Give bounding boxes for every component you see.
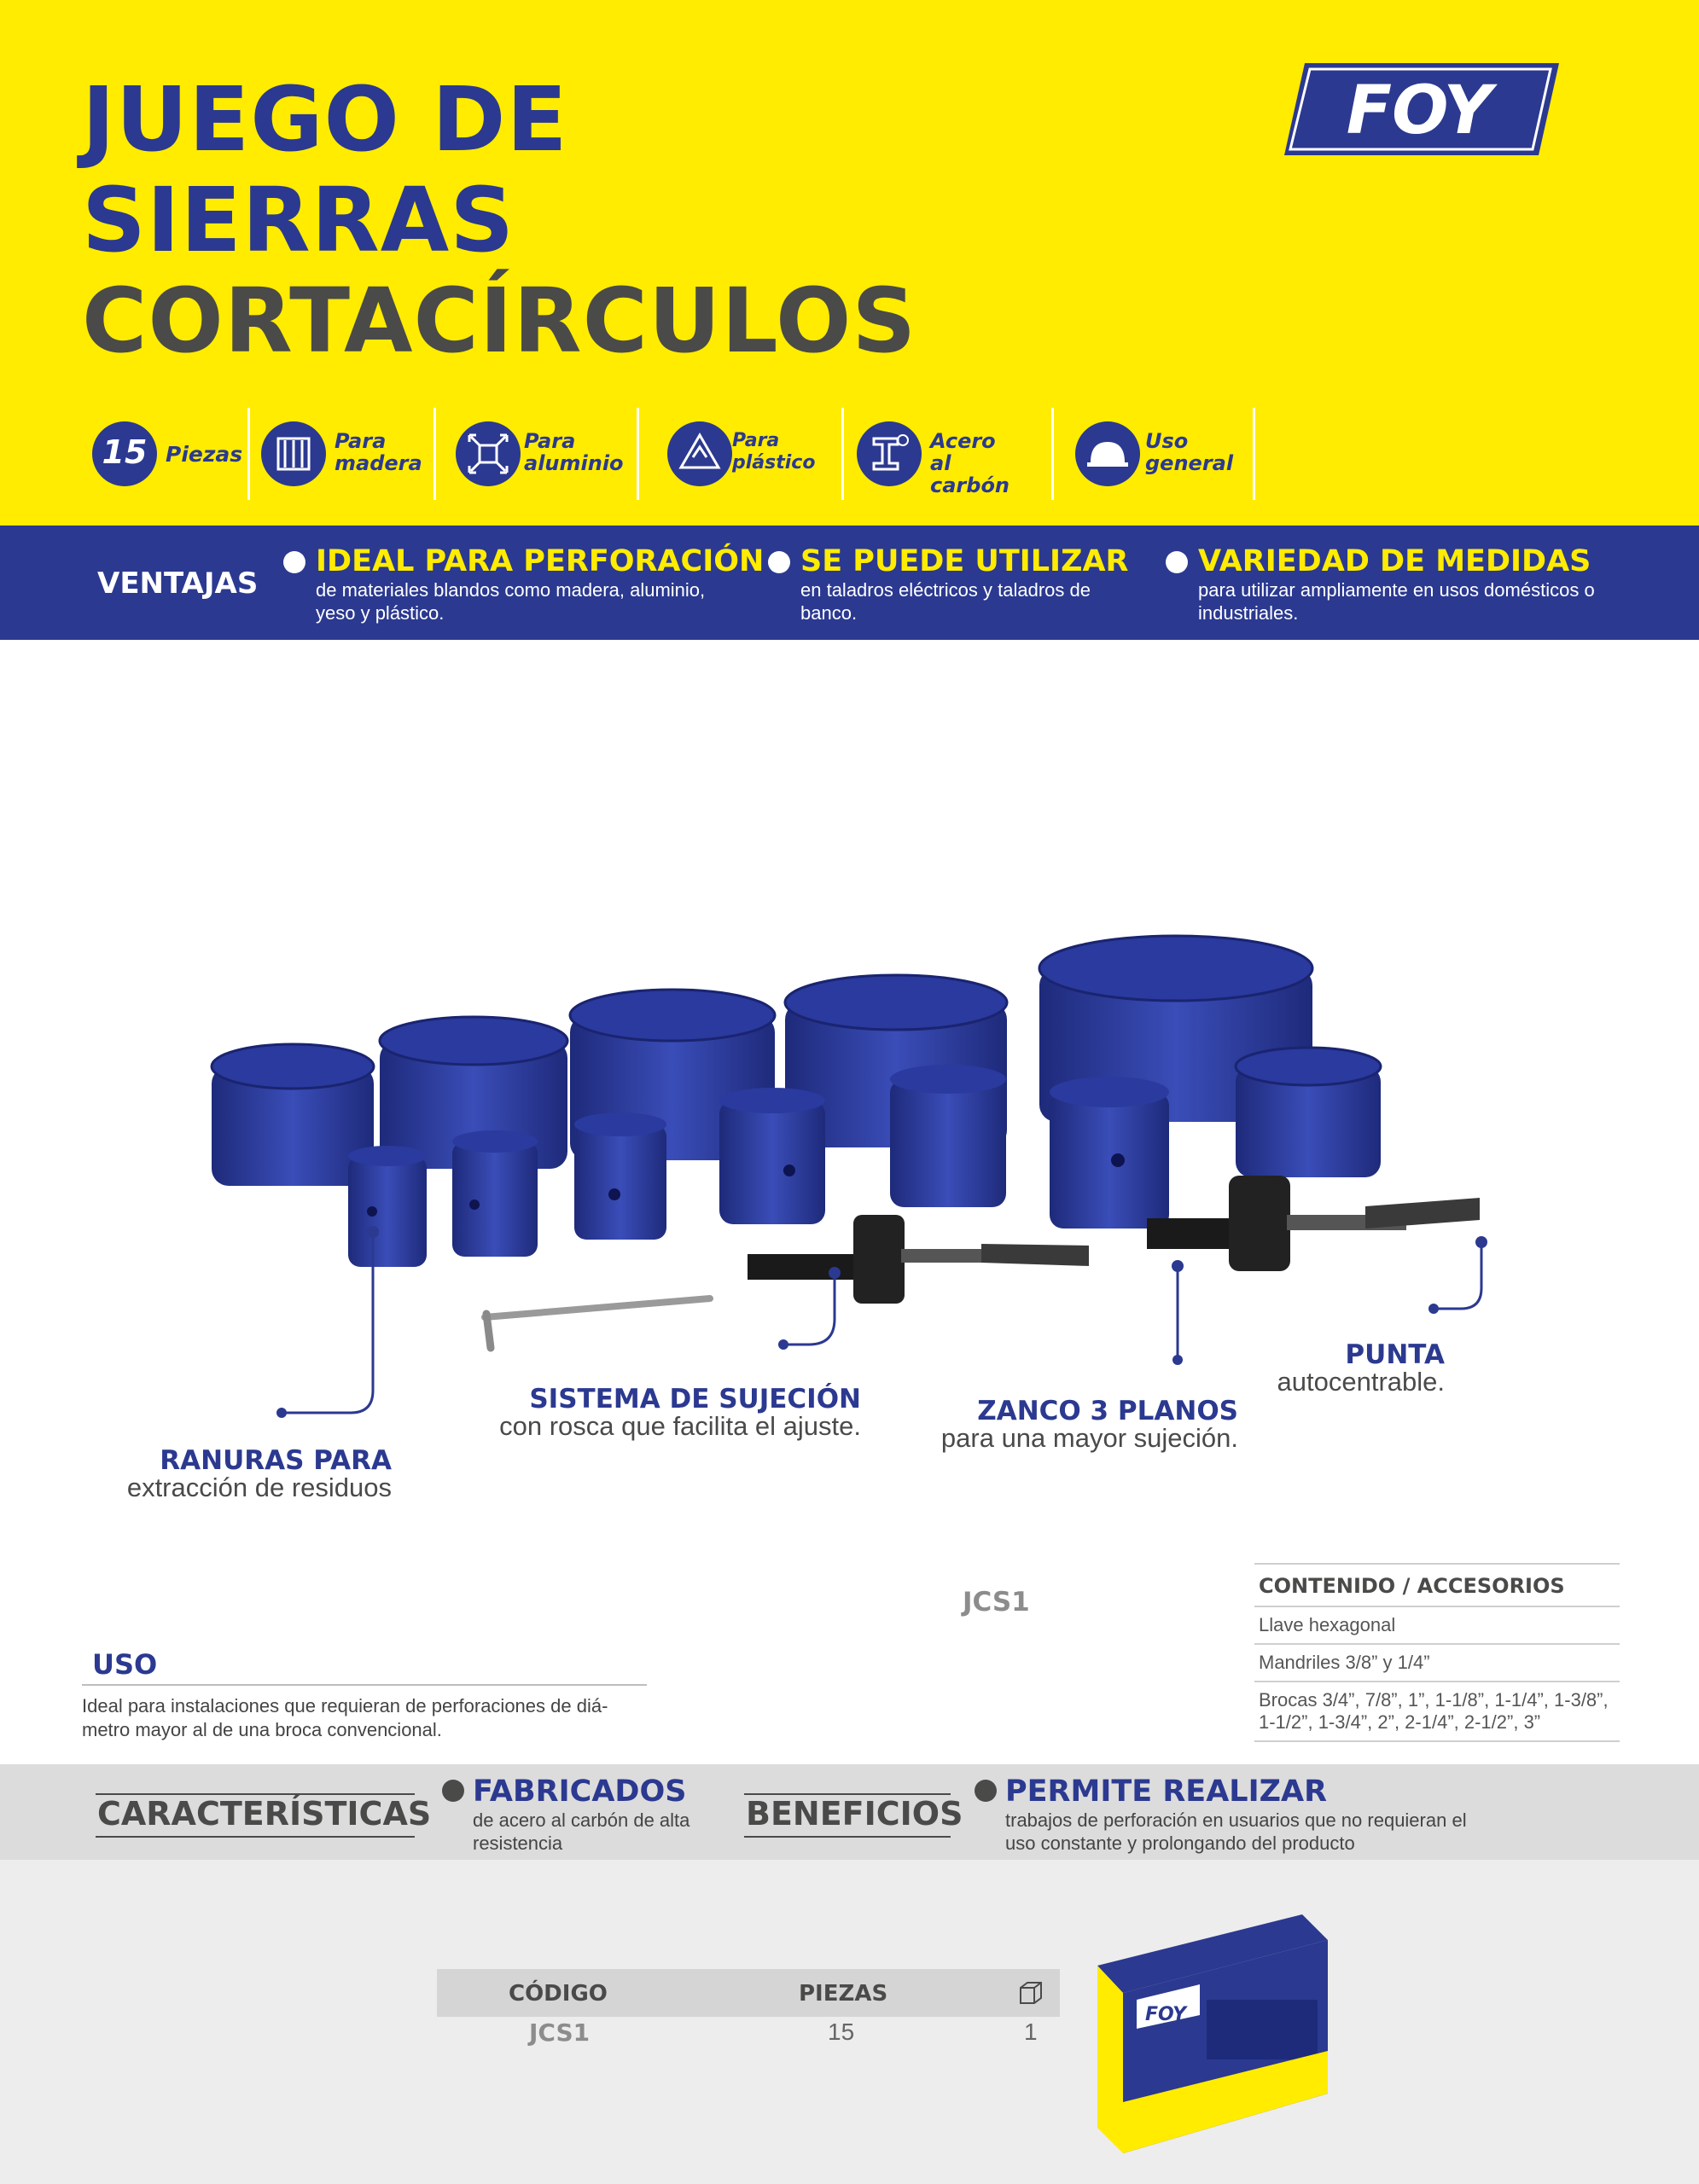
beneficio-text: trabajos de perforación en usuarios que no requieran el uso constante y prolongando del producto — [1005, 1809, 1467, 1854]
uso-general-label: Uso general — [1145, 429, 1234, 475]
piezas-header: PIEZAS — [799, 1981, 888, 2007]
divider — [744, 1836, 951, 1838]
steel-beam-icon — [857, 421, 922, 486]
callout-zanco-text: para una mayor sujeción. — [940, 1423, 1238, 1453]
arbor-small — [748, 1215, 1089, 1304]
product-box-image — [1097, 1914, 1340, 2153]
plastico-label: Para plástico — [732, 430, 816, 473]
bullet-icon — [1166, 551, 1188, 573]
piezas-value: 15 — [828, 2018, 855, 2045]
ventajas-title: VENTAJAS — [97, 566, 259, 601]
brand-text: FOY — [1346, 73, 1492, 149]
hole-saw-small-6 — [1050, 1077, 1169, 1228]
caracteristica-heading: FABRICADOS — [473, 1774, 687, 1809]
callout-ranuras-text: extracción de residuos — [126, 1472, 392, 1502]
contenido-row: Llave hexagonal — [1254, 1606, 1620, 1643]
divider — [841, 408, 844, 500]
aluminio-label: Para aluminio — [524, 429, 624, 475]
callout-punta-text: autocentrable. — [1277, 1367, 1445, 1397]
box-icon — [1017, 1979, 1044, 2007]
caracteristicas-band — [0, 1764, 1699, 1860]
model-code: JCS1 — [963, 1587, 1030, 1618]
ventaja-text-1: de materiales blandos como madera, aluminio, yeso y plástico. — [316, 579, 706, 624]
callout-ranuras-title: RANURAS PARA — [160, 1445, 392, 1476]
foy-logo — [1284, 63, 1559, 155]
aluminum-arrows-icon — [456, 421, 521, 486]
uso-text: Ideal para instalaciones que requieran de perforaciones de diá- metro mayor al de una broca convencional. — [82, 1695, 608, 1740]
bullet-icon — [975, 1780, 997, 1802]
divider — [96, 1836, 415, 1838]
ventaja-heading-2: SE PUEDE UTILIZAR — [800, 544, 1129, 578]
ventaja-heading-1: IDEAL PARA PERFORACIÓN — [316, 544, 765, 578]
hex-key — [485, 1298, 710, 1348]
title-line-2: SIERRAS — [82, 168, 515, 272]
wood-grain-icon — [261, 421, 326, 486]
codigo-value: JCS1 — [529, 2018, 591, 2047]
divider — [247, 408, 250, 500]
callout-zanco-title: ZANCO 3 PLANOS — [977, 1396, 1238, 1426]
hole-saw-small-1 — [348, 1146, 427, 1267]
pieces-label: Piezas — [166, 442, 243, 467]
arbor-large — [1147, 1176, 1480, 1271]
uso-title: USO — [92, 1648, 158, 1681]
caracteristicas-title: CARACTERÍSTICAS — [97, 1795, 432, 1833]
contenido-table — [1254, 1563, 1620, 1742]
box-brand-text: FOY — [1145, 2004, 1187, 2025]
beneficio-heading: PERMITE REALIZAR — [1005, 1774, 1328, 1809]
hole-saw-small-4 — [719, 1088, 825, 1224]
hole-saw-small-3 — [574, 1112, 666, 1240]
contenido-row: Brocas 3/4”, 7/8”, 1”, 1-1/8”, 1-1/4”, 1-3/8”, 1-1/2”, 1-3/4”, 2”, 2-1/4”, 2-1/2”, 3” — [1254, 1681, 1620, 1742]
bullet-icon — [283, 551, 305, 573]
beneficios-title: BENEFICIOS — [746, 1795, 963, 1833]
madera-label: Para madera — [335, 429, 422, 475]
callout-sistema-text: con rosca que facilita el ajuste. — [499, 1411, 861, 1441]
pieces-number: 15 — [102, 433, 148, 471]
hard-hat-icon — [1075, 421, 1140, 486]
divider — [637, 408, 639, 500]
caja-value: 1 — [1024, 2018, 1038, 2045]
hole-saw-small-2 — [452, 1130, 538, 1257]
contenido-row: Mandriles 3/8” y 1/4” — [1254, 1643, 1620, 1681]
callout-punta-title: PUNTA — [1345, 1339, 1445, 1370]
ventaja-heading-3: VARIEDAD DE MEDIDAS — [1198, 544, 1591, 578]
bullet-icon — [768, 551, 790, 573]
codigo-header: CÓDIGO — [509, 1981, 608, 2007]
divider — [1253, 408, 1255, 500]
divider — [433, 408, 436, 500]
hole-saw-small-5 — [890, 1065, 1006, 1207]
contenido-heading: CONTENIDO / ACCESORIOS — [1254, 1563, 1620, 1606]
bullet-icon — [442, 1780, 464, 1802]
hole-saw-large-6 — [1236, 1048, 1381, 1177]
title-line-3: CORTACÍRCULOS — [82, 269, 917, 373]
recycle-triangle-icon — [667, 421, 732, 486]
ventajas-band — [0, 526, 1699, 640]
ventaja-text-2: en taladros eléctricos y taladros de banco. — [800, 579, 1091, 624]
header-band — [0, 0, 1699, 526]
acero-label: Acero al carbón — [930, 429, 1010, 497]
code-table-header — [437, 1969, 1060, 2017]
divider — [1051, 408, 1054, 500]
callout-sistema-title: SISTEMA DE SUJECIÓN — [529, 1384, 861, 1414]
caracteristica-text: de acero al carbón de alta resistencia — [473, 1809, 690, 1854]
divider — [82, 1684, 647, 1686]
ventaja-text-3: para utilizar ampliamente en usos domésticos o industriales. — [1198, 579, 1595, 624]
title-line-1: JUEGO DE — [82, 67, 568, 171]
